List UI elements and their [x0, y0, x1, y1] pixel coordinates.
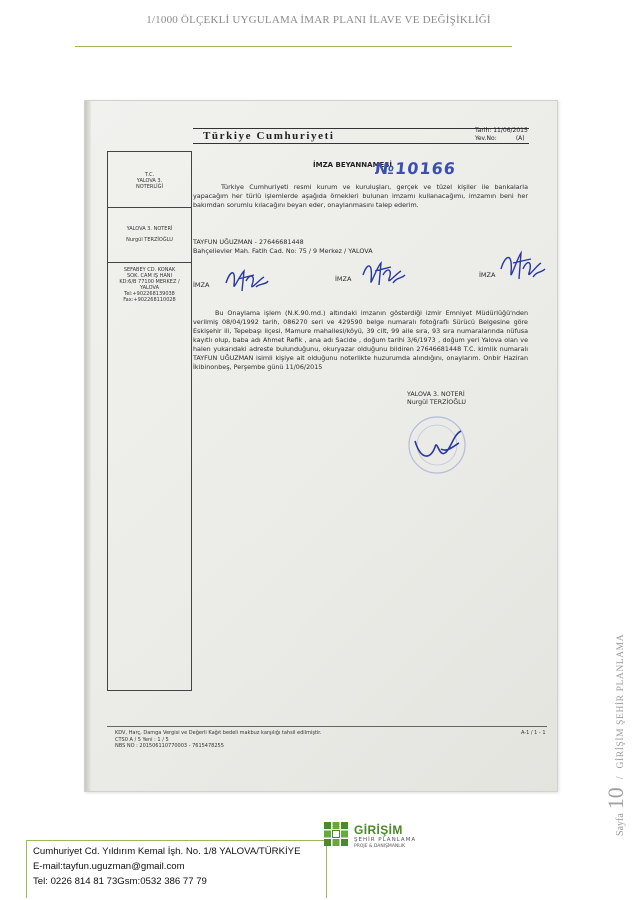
scanned-document [84, 100, 558, 792]
address-line: Bahçelievler Mah. Fatih Cad. No: 75 / 9 Merkez / YALOVA [193, 247, 373, 255]
contact-box [26, 840, 327, 898]
company-logo [324, 822, 434, 858]
footer-divider [107, 726, 547, 727]
contact-email: E-mail:tayfun.uguzman@gmail.com [33, 861, 185, 872]
approval-paragraph: Bu Onaylama işlem (N.K.90.md.) altındaki imzanın gösterdiği izmir Emniyet Müdürlüğü'nden verilmiş 08/04/1992 tarih, 086270 seri ve 429590 belge numaralı fotoğraflı Sürücü Belgesine göre Eskişehir ili, Tepebaşı ilçesi, Mamure mahallesi/köyü, 39 cilt, 99 aile sıra, 93 sıra numaralarında nüfusa kayıtlı olup, baba adı Ahmet Refik , ana adı Sacide , doğum tarihi 3/6/1973 , doğum yeri Yalova olan ve halen yukarıdaki adreste bulunduğunu, okuryazar olduğunu bildiren 27646681448 T.C. kimlik numaralı TAYFUN UĞUZMAN isimli kişiye ait olduğunu noterlikte huzurumda alındığını, onaylarım. Onbir Haziran İkibinonbeş, Perşembe günü 11/06/2015 [193, 309, 528, 371]
document-title: İMZA BEYANNAMESİ [313, 161, 392, 169]
signature-1 [220, 261, 272, 297]
logo-subtitle-1: ŞEHİR PLANLAMA [354, 837, 417, 843]
date-block [475, 127, 528, 143]
scan-edge-shadow [85, 101, 91, 791]
document-footer: KDV, Harç, Damga Vergisi ve Değerli Kağıt bedeli makbuz karşılığı tahsil edilmiştir. CTS0 A / 5 Yeni : 1 / 5 NBS NO : 201506110770003 - 7615478255 [115, 730, 322, 749]
contact-address: Cumhuriyet Cd. Yıldırım Kemal İşh. No. 1/8 YALOVA/TÜRKİYE [33, 846, 301, 857]
signature-2 [355, 255, 407, 293]
notary-seal [401, 401, 481, 481]
notary-address-box: SEFABEY CD. KONAK SOK. CAM IŞ HANI KD:6/B 77100 MERKEZ / YALOVA Tel:+902268139038 Fax:+902268110028 [119, 267, 180, 303]
noter-box: T.C. YALOVA 3. NOTERLİĞİ [108, 152, 191, 208]
declaration-paragraph: Türkiye Cumhuriyeti resmi kurum ve kuruluşları, gerçek ve tüzel kişiler ile bankalarla yapacağım her türlü işlemlerde aşağıda örnekleri bulunan imzamı kullanacağımı, imzamın beni her bakımdan sorumlu kılacağını beyan eder, onaylanmasını talep ederim. [193, 183, 528, 209]
logo-subtitle-2: PROJE & DANIŞMANLIK [354, 844, 406, 849]
side-page-label [603, 634, 629, 836]
document-number-stamp: №10166 [374, 159, 457, 178]
page-number: 10 [603, 787, 628, 810]
signature-3 [495, 247, 547, 287]
sayfa-label: Sayfa [615, 813, 626, 836]
logo-name: GİRİŞİM [354, 823, 403, 837]
imza-label-2: İMZA [335, 275, 352, 283]
page-count: A-1 / 1 - 1 [521, 730, 546, 736]
notary-office: YALOVA 3. NOTERİ [407, 391, 465, 398]
imza-label-1: İMZA [193, 281, 210, 289]
side-brand: GİRİŞİM ŞEHİR PLANLAMA [616, 633, 626, 769]
country-title: Türkiye Cumhuriyeti [203, 130, 335, 142]
date-label: Tarih: 11/06/2015 [475, 127, 528, 134]
yev-label: Yev.No: (A) [475, 135, 525, 142]
person-line: TAYFUN UĞUZMAN - 27646681448 [193, 238, 304, 246]
header-divider [75, 46, 512, 47]
imza-label-3: İMZA [479, 271, 496, 279]
notary-name-box: YALOVA 3. NOTERİ Nurgül TERZİOĞLU [108, 208, 191, 263]
logo-grid-icon [324, 822, 348, 846]
side-separator: / [615, 776, 626, 780]
left-column [107, 151, 192, 691]
notary-name: Nurgül TERZİOĞLU [407, 399, 466, 406]
page-header-title: 1/1000 ÖLÇEKLİ UYGULAMA İMAR PLANI İLAVE VE DEĞİŞİKLİĞİ [146, 14, 491, 26]
contact-phone: Tel: 0226 814 81 73Gsm:0532 386 77 79 [33, 876, 207, 887]
